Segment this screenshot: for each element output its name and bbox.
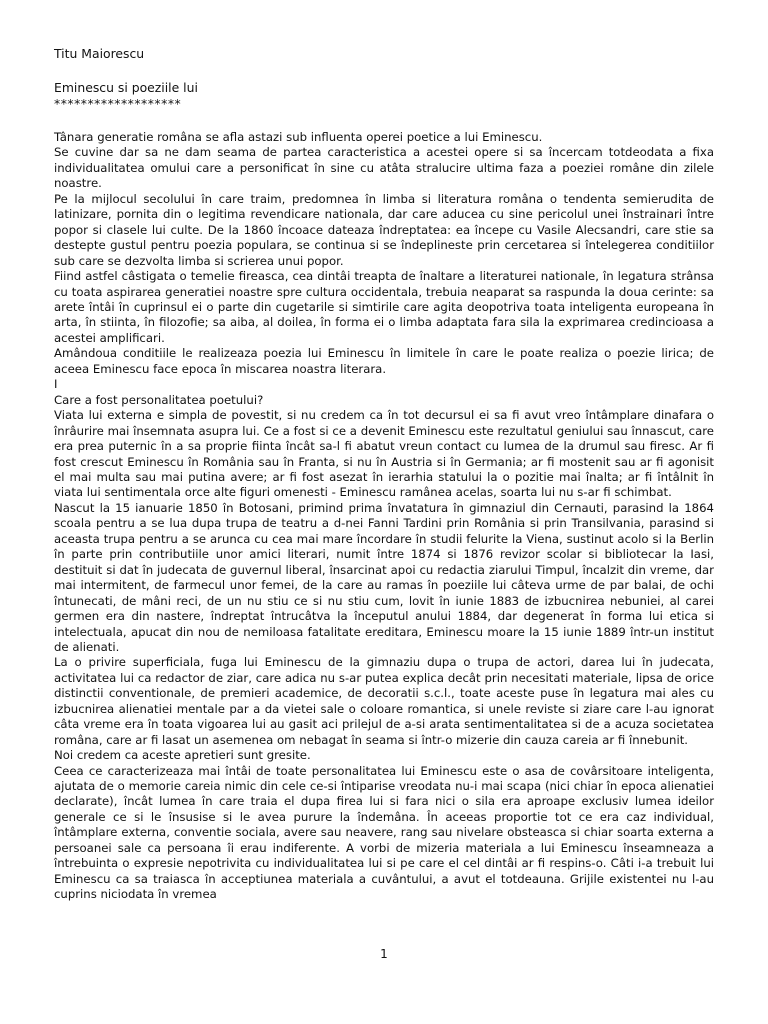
paragraph: La o privire superficiala, fuga lui Eminescu de la gimnaziu dupa o trupa de actori, darea lui în judecata, activitatea lui ca redactor de ziar, care adica nu s-ar putea explica decât prin necesitati materiale, lipsa de orice distinctii conventionale, de premieri academice, de decoratii s.c.l., toate aceste puse în legatura mai ales cu izbucnirea alienatiei mentale par a da vietei sale o coloare romantica, si unele reviste si ziare care l-au ignorat câta vreme era în toata vigoarea lui au gasit aci prilejul de a-si arata sentimentalitatea si de a acuza societatea româna, care ar fi lasat un asemenea om nebagat în seama si într-o mizerie din cauza careia ar fi înnebunit. — [54, 655, 714, 747]
paragraph: Tânara generatie româna se afla astazi sub influenta operei poetice a lui Eminescu. — [54, 130, 543, 144]
paragraph: Amândoua conditiile le realizeaza poezia lui Eminescu în limitele în care le poate realiza o poezie lirica; de aceea Eminescu face epoca în miscarea noastra literara. — [54, 346, 714, 376]
paragraph: Ceea ce caracterizeaza mai întâi de toate personalitatea lui Eminescu este o asa de covârsitoare inteligenta, ajutata de o memorie careia nimic din cele ce-si întiparise vreodata nu-i mai scapa (nici chiar în epoca alienatiei declarate), încât lumea în care traia el dupa firea lui si fara nici o sila era aproape exclusiv lumea ideilor generale ce si le însusise si le avea purure la îndemâna. În aceeas proportie tot ce era caz individual, întâmplare externa, conventie sociala, avere sau neavere, rang sau nivelare obsteasca si chiar soarta externa a persoanei sale ca persoana îi erau indiferente. A vorbi de mizeria materiala a lui Eminescu înseamneaza a întrebuinta o expresie nepotrivita cu individualitatea lui si pe care el cel dintâi ar fi respins-o. Câti i-a trebuit lui Eminescu ca sa traiasca în acceptiunea materiala a cuvântului, a avut el totdeauna. Grijile existentei nu l-au cuprins niciodata în vremea — [54, 763, 714, 902]
paragraph: Noi credem ca aceste apretieri sunt gresite. — [54, 748, 311, 763]
paragraph: Viata lui externa e simpla de povestit, si nu credem ca în tot decursul ei sa fi avut vreo întâmplare dinafara o înrâurire mai însemnata asupra lui. Ce a fost si ce a devenit Eminescu este rezultatul geniului sau înnascut, care era prea puternic în a sa proprie fiinta încât sa-l fi abatut vreun contact cu lumea de la drumul sau firesc. Ar fi fost crescut Eminescu în România sau în Franta, si nu în Austria si în Germania; ar fi mostenit sau ar fi agonisit el mai multa sau mai putina avere; ar fi fost asezat în ierarhia statului la o pozitie mai înalta; ar fi întâlnit în viata lui sentimentala orce alte figuri omenesti - Eminescu ramânea acelas, soarta lui nu s-ar fi schimbat. — [54, 408, 714, 500]
document-title: Eminescu si poeziile lui — [54, 80, 198, 95]
paragraph: Pe la mijlocul secolului în care traim, predomnea în limba si literatura româna o tendenta semierudita de latinizare, pornita din o legitima revendicare nationala, dar care aducea cu sine pericolul unei înstrainari între popor si clasele lui culte. De la 1860 încoace dateaza îndreptatea: ea începe cu Vasile Alecsandri, care stie sa destepte gustul pentru poezia populara, se continua si se îndeplineste prin cercetarea si întelegerea conditiilor sub care se dezvolta limba si scrierea unui popor. — [54, 191, 714, 268]
title-asterisk-rule: ******************* — [54, 96, 182, 111]
document-body — [54, 130, 714, 903]
page-number: 1 — [380, 947, 388, 961]
section-numeral: I — [54, 377, 58, 392]
paragraph: Se cuvine dar sa ne dam seama de partea caracteristica a acestei opere si sa încercam totdeodata a fixa individualitatea omului care a personificat în sine cu atâta stralucire ultima faza a poeziei române din zilele noastre. — [54, 145, 714, 191]
section-question: Care a fost personalitatea poetului? — [54, 392, 264, 407]
author-line: Titu Maiorescu — [54, 46, 145, 61]
paragraph: Nascut la 15 ianuarie 1850 în Botosani, primind prima învatatura în gimnaziul din Cernauti, parasind la 1864 scoala pentru a se lua dupa trupa de teatru a d-nei Fanni Tardini prin România si prin Transilvania, parasind si aceasta trupa pentru a se arunca cu cea mai mare încordare în studii felurite la Viena, sustinut acolo si la Berlin în parte prin contributiile unor amici literari, numit între 1874 si 1876 revizor scolar si bibliotecar la Iasi, destituit si dat în judecata de guvernul liberal, însarcinat apoi cu redactia ziarului Timpul, încalzit din vreme, dar mai intermitent, de farmecul unor femei, de la care au ramas în poeziile lui câteva urme de par balai, de ochi întunecati, de mâni reci, de un nu stiu ce si nu stiu cum, lovit în iunie 1883 de izbucnirea nebuniei, al carei germen era din nastere, îndreptat întrucâtva la începutul anului 1884, dar degenerat în forma lui etica si intelectuala, apucat din nou de nemiloasa fatalitate ereditara, Eminescu moare la 15 iunie 1889 într-un institut de alienati. — [54, 500, 714, 654]
document-page — [54, 46, 714, 903]
paragraph: Fiind astfel câstigata o temelie fireasca, cea dintâi treapta de înaltare a literaturei nationale, în legatura strânsa cu toata aspirarea generatiei noastre spre cultura occidentala, trebuia neaparat sa raspunda la doua cerinte: sa arete întâi în cuprinsul ei o parte din cugetarile si simtirile care agita deopotriva toata inteligenta europeana în arta, în stiinta, în filozofie; sa aiba, al doilea, în forma ei o limba adaptata fara sila la exprimarea credincioasa a acestei amplificari. — [54, 269, 714, 345]
